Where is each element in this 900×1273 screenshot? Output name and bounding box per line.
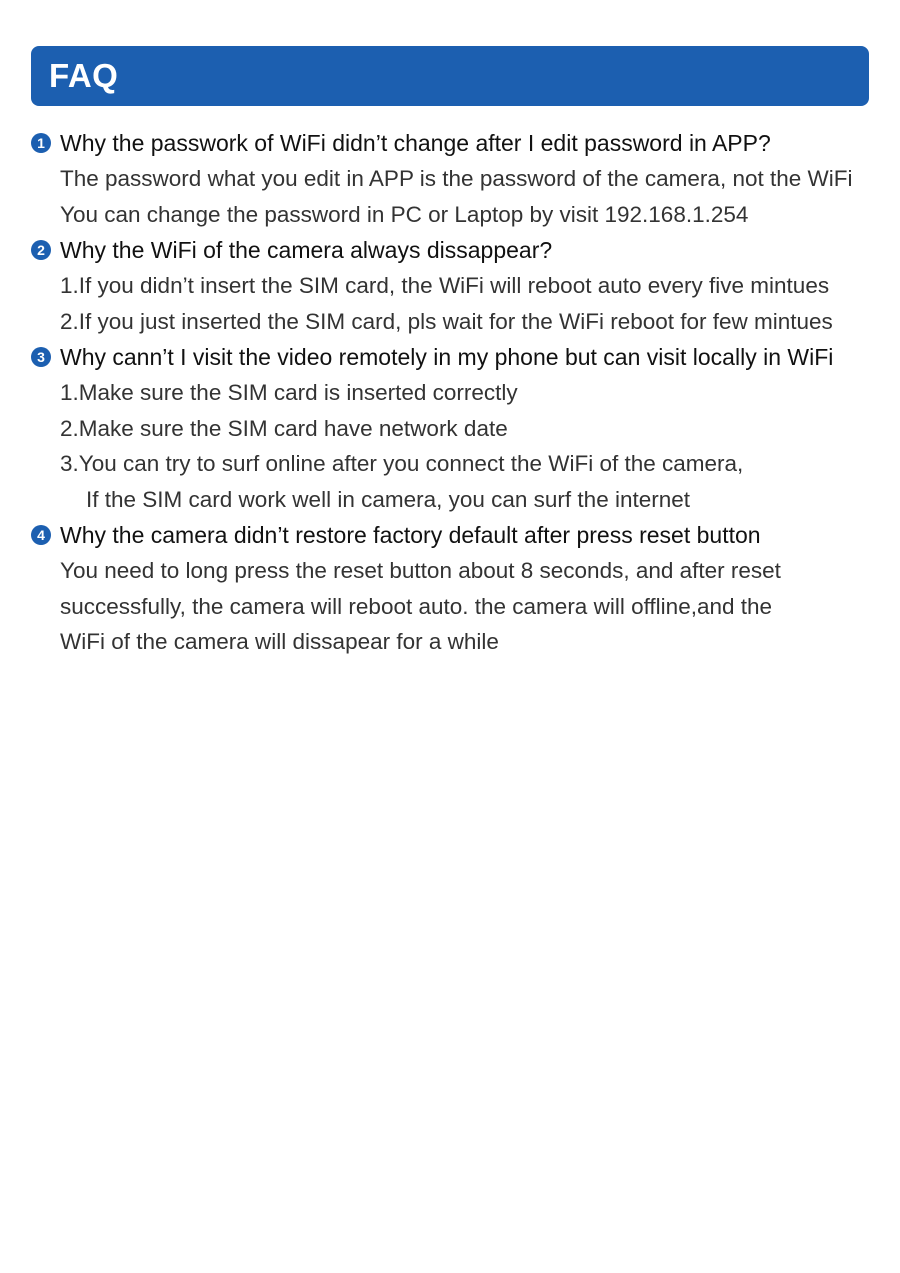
faq-item-1 [31, 125, 891, 232]
faq-answer-line: successfully, the camera will reboot auto. the camera will offline,and the [60, 593, 773, 619]
faq-answer-line: If the SIM card work well in camera, you can surf the internet [86, 486, 691, 512]
faq-answer-line: 3.You can try to surf online after you connect the WiFi of the camera, [60, 451, 744, 476]
faq-question: Why the WiFi of the camera always dissappear? [60, 237, 553, 263]
number-3-icon: 3 [31, 347, 51, 367]
faq-header-bar [31, 46, 869, 106]
faq-item-3 [31, 339, 891, 517]
faq-answer-line: 2.If you just inserted the SIM card, pls wait for the WiFi reboot for few mintues [60, 308, 833, 334]
faq-answer-line: 2.Make sure the SIM card have network date [60, 415, 508, 441]
faq-answer-line: 1.If you didn’t insert the SIM card, the WiFi will reboot auto every five mintues [60, 273, 830, 298]
faq-answer-line: You need to long press the reset button about 8 seconds, and after reset [60, 558, 781, 583]
faq-question: Why the camera didn’t restore factory default after press reset button [60, 522, 761, 548]
faq-question: Why cann’t I visit the video remotely in my phone but can visit locally in WiFi [60, 344, 834, 370]
faq-answer-line: WiFi of the camera will dissapear for a while [60, 629, 499, 654]
faq-answer-line: 1.Make sure the SIM card is inserted correctly [60, 380, 518, 405]
number-4-icon: 4 [31, 525, 51, 545]
faq-answer-line: The password what you edit in APP is the password of the camera, not the WiFi [60, 166, 853, 191]
faq-question: Why the passwork of WiFi didn’t change after I edit password in APP? [60, 130, 771, 156]
number-1-icon: 1 [31, 133, 51, 153]
faq-question-row [31, 232, 891, 268]
faq-question-row [31, 125, 891, 161]
faq-answer-line: You can change the password in PC or Laptop by visit 192.168.1.254 [60, 201, 749, 227]
number-2-icon: 2 [31, 240, 51, 260]
faq-list [31, 125, 891, 660]
page-title: FAQ [49, 57, 119, 94]
faq-question-row [31, 339, 891, 375]
faq-item-2 [31, 232, 891, 339]
faq-question-row [31, 517, 891, 553]
faq-item-4 [31, 517, 891, 660]
